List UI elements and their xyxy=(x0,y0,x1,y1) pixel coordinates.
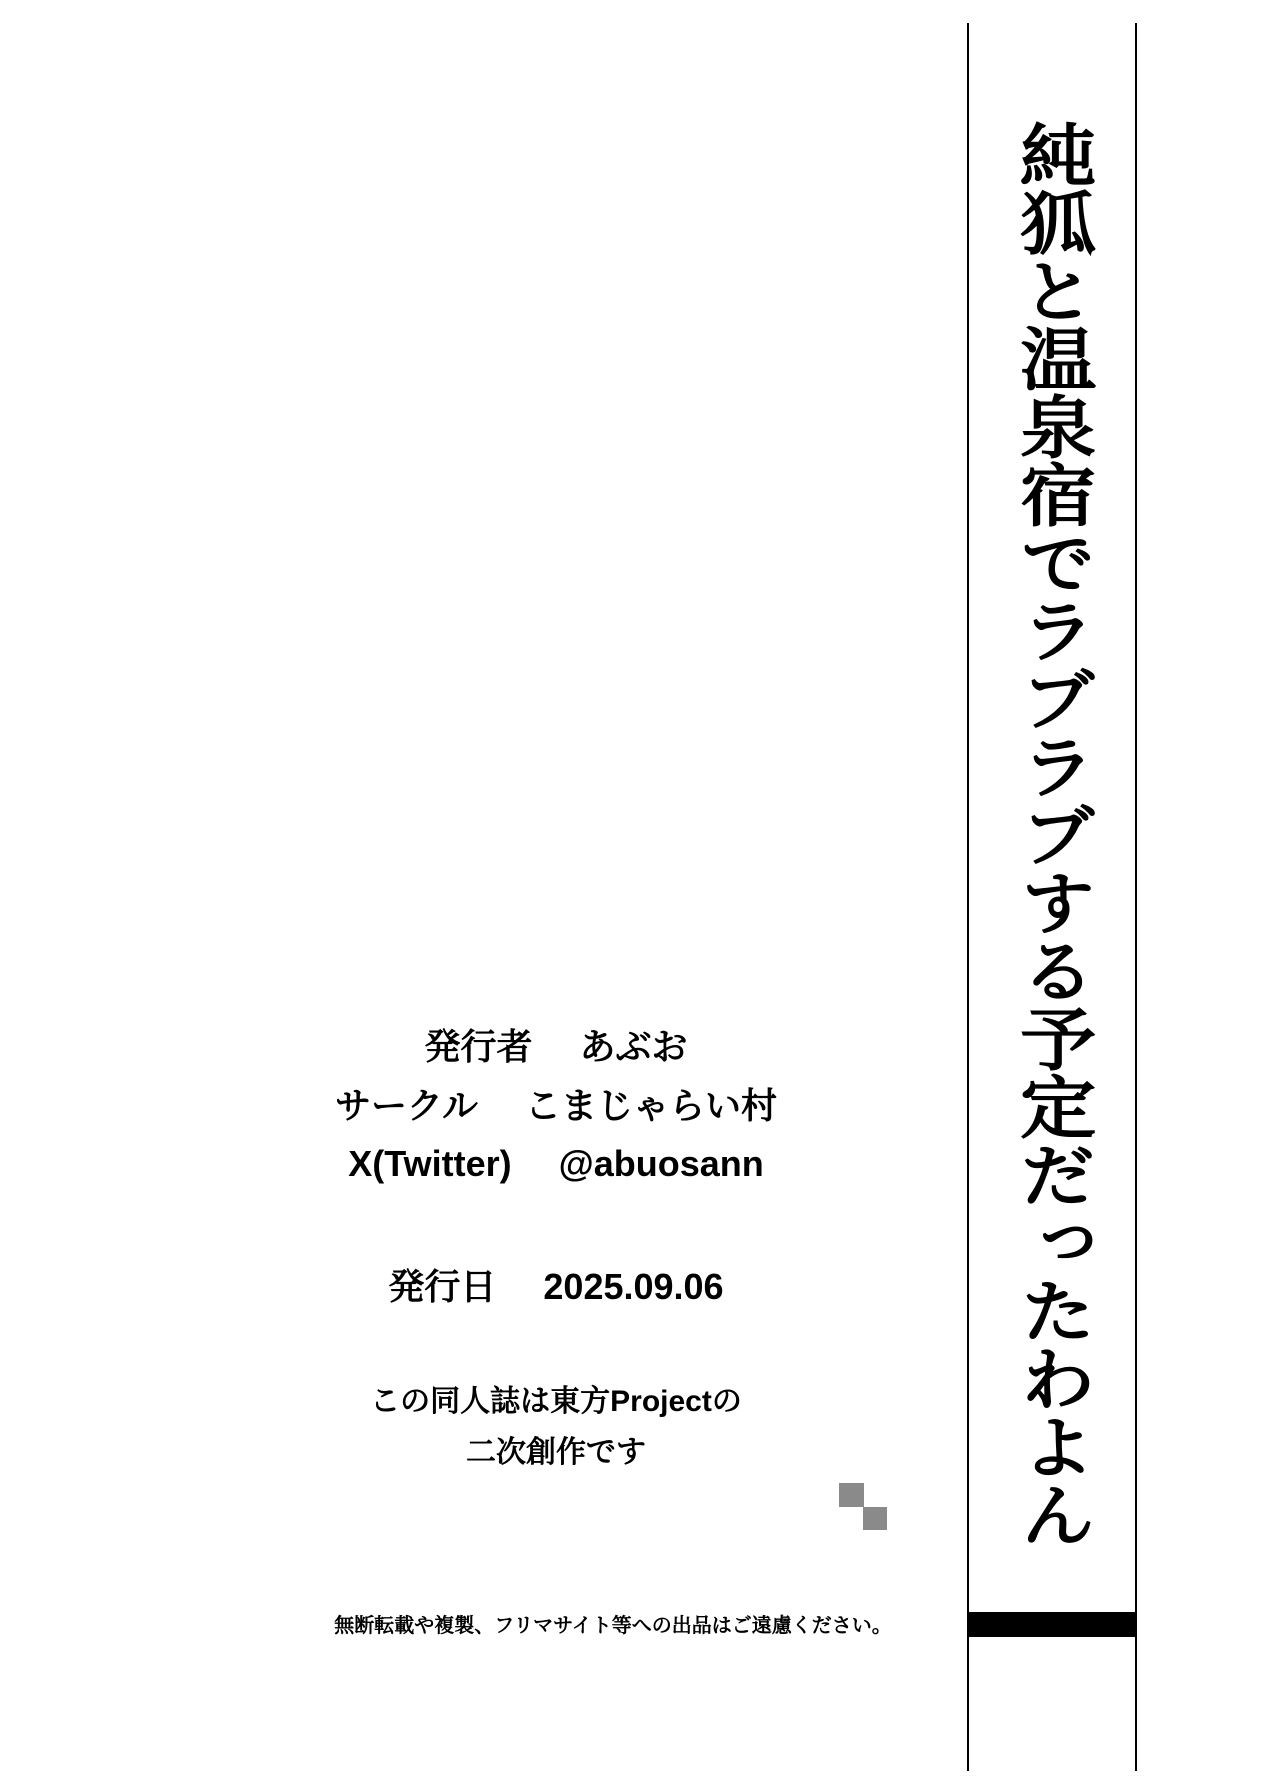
label-value-gap xyxy=(533,1058,580,1059)
circle-line xyxy=(0,1085,1112,1126)
derivative-note-line1: この同人誌は東方Projectの xyxy=(370,1385,742,1418)
spine-title-vertical: 純狐と温泉宿でラブラブする予定だったわよん xyxy=(1009,120,1095,1548)
publisher-label: 発行者 xyxy=(424,1026,533,1067)
spine-title-column xyxy=(967,120,1137,1548)
date-label: 発行日 xyxy=(388,1266,497,1307)
publisher-line xyxy=(0,1026,1112,1067)
derivative-note-line2: 二次創作です xyxy=(466,1436,646,1469)
circle-label: サークル xyxy=(335,1085,478,1126)
publication-date-line xyxy=(0,1266,1112,1307)
decor-square-top xyxy=(839,1483,864,1507)
decor-square-bottom xyxy=(863,1507,887,1530)
no-reproduction-warning: 無断転載や複製、フリマサイト等への出品はご遠慮ください。 xyxy=(334,1615,892,1637)
label-value-gap xyxy=(496,1298,543,1299)
twitter-line xyxy=(0,1143,1112,1184)
twitter-label: X(Twitter) xyxy=(348,1143,512,1184)
label-value-gap xyxy=(512,1175,559,1176)
publisher-value: あぶお xyxy=(579,1026,688,1067)
date-value: 2025.09.06 xyxy=(543,1266,724,1307)
label-value-gap xyxy=(478,1117,525,1118)
twitter-handle: @abuosann xyxy=(558,1143,764,1184)
circle-value: こまじゃらい村 xyxy=(524,1085,777,1126)
